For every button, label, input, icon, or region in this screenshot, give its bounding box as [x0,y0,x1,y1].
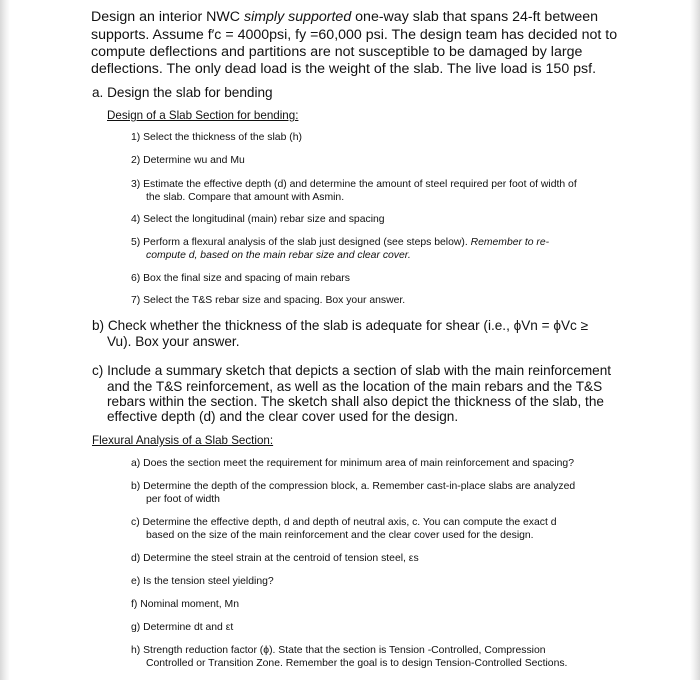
part-c-line-3: rebars within the section. The sketch shall also depict the thickness of the slab, the [107,394,604,409]
design-step-2: 2) Determine wu and Mu [131,155,245,166]
design-step-3-line-1: 3) Estimate the effective depth (d) and determine the amount of steel required per foot of width of [131,179,577,190]
problem-line-3: compute deflections and partitions are not susceptible to be damaged by large [91,44,583,60]
problem-text: one-way slab that spans 24-ft between [351,9,599,25]
flexural-step-b-line-2: per foot of width [146,494,220,505]
problem-line-1 [91,8,598,26]
flexural-step-d: d) Determine the steel strain at the centroid of tension steel, εs [131,553,419,564]
part-b-line-2: Vu). Box your answer. [107,334,240,349]
flexural-analysis-heading: Flexural Analysis of a Slab Section: [92,434,274,447]
flexural-step-c-line-2: based on the size of the main reinforcement and the clear cover used for the design. [146,530,534,541]
design-step-6: 6) Box the final size and spacing of main rebars [131,273,350,284]
flexural-step-b-line-1: b) Determine the depth of the compression block, a. Remember cast-in-place slabs are analyzed [131,481,576,492]
problem-text: Design an interior NWC [91,9,244,25]
design-step-7: 7) Select the T&S rebar size and spacing. Box your answer. [131,295,406,306]
part-a-label: a. Design the slab for bending [92,85,273,100]
part-c-line-4: effective depth (d) and the clear cover used for the design. [107,409,459,424]
flexural-step-e: e) Is the tension steel yielding? [131,576,274,587]
flexural-step-g: g) Determine dt and εt [131,622,234,633]
flexural-step-a: a) Does the section meet the requirement for minimum area of main reinforcement and spacing? [131,458,574,469]
flexural-step-h-line-1: h) Strength reduction factor (ϕ). State that the section is Tension -Controlled, Compression [131,645,546,656]
step-emphasis: Remember to re- [470,237,550,248]
design-step-5-line-2: compute d, based on the main rebar size and clear cover. [146,250,411,261]
problem-line-4: deflections. The only dead load is the weight of the slab. The live load is 150 psf. [91,61,597,77]
flexural-step-c-line-1: c) Determine the effective depth, d and depth of neutral axis, c. You can compute the exact d [131,517,557,528]
part-b-line-1: b) Check whether the thickness of the slab is adequate for shear (i.e., ϕVn = ϕVc ≥ [92,318,589,333]
flexural-step-f: f) Nominal moment, Mn [131,599,239,610]
design-step-4: 4) Select the longitudinal (main) rebar size and spacing [131,214,385,225]
part-c-line-2: and the T&S reinforcement, as well as the location of the main rebars and the T&S [107,379,603,394]
design-step-1: 1) Select the thickness of the slab (h) [131,132,302,143]
slab-design-heading: Design of a Slab Section for bending: [107,109,299,122]
part-c-line-1: c) Include a summary sketch that depicts a section of slab with the main reinforcement [92,363,612,378]
design-step-3-line-2: the slab. Compare that amount with Asmin. [146,192,345,203]
step-text: 5) Perform a flexural analysis of the slab just designed (see steps below). [131,237,471,248]
problem-emphasis: simply supported [243,9,352,25]
problem-line-2: supports. Assume f′c = 4000psi, fy =60,000 psi. The design team has decided not to [91,27,618,43]
design-step-5-line-1 [131,236,549,250]
flexural-step-h-line-2: Controlled or Transition Zone. Remember the goal is to design Tension-Controlled Sections. [146,658,568,669]
